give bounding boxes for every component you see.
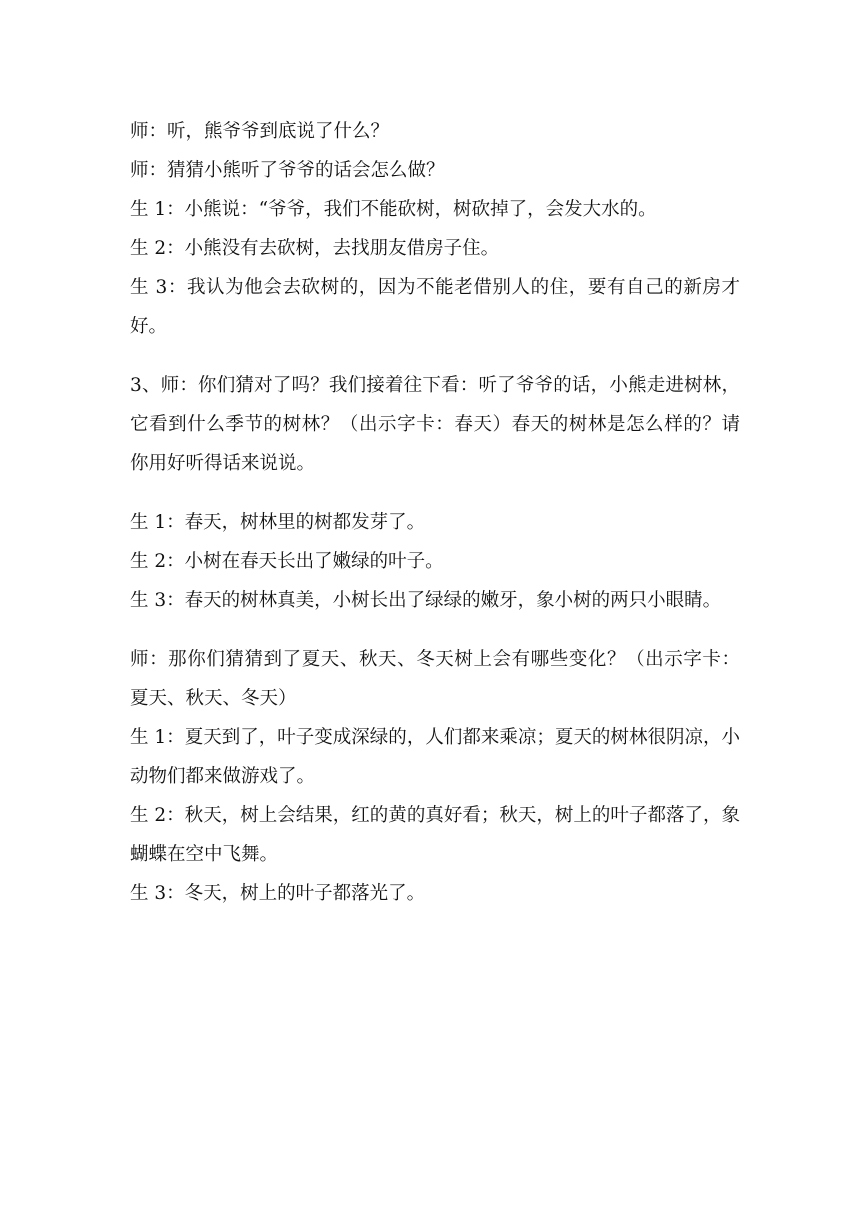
teacher-line: 师：那你们猜猜到了夏天、秋天、冬天树上会有哪些变化？（出示字卡：夏天、秋天、冬天） bbox=[130, 649, 740, 709]
teacher-line: 师：猜猜小熊听了爷爷的话会怎么做？ bbox=[130, 160, 445, 181]
document-body bbox=[130, 112, 740, 913]
student-line: 生 3：我认为他会去砍树的，因为不能老借别人的住，要有自己的新房才好。 bbox=[130, 277, 740, 337]
student-line: 生 1：小熊说：“爷爷，我们不能砍树，树砍掉了，会发大水的。 bbox=[130, 199, 657, 220]
paragraph-gap bbox=[130, 620, 740, 640]
student-line: 生 2：秋天，树上会结果，红的黄的真好看；秋天，树上的叶子都落了，象蝴蝶在空中飞舞。 bbox=[130, 805, 740, 865]
paragraph-gap bbox=[130, 483, 740, 503]
student-line: 生 1：夏天到了，叶子变成深绿的，人们都来乘凉；夏天的树林很阴凉，小动物们都来做游戏了。 bbox=[130, 727, 740, 787]
student-line: 生 1：春天，树林里的树都发芽了。 bbox=[130, 512, 426, 533]
teacher-line: 3、师：你们猜对了吗？我们接着往下看：听了爷爷的话，小熊走进树林，它看到什么季节的树林？（出示字卡：春天）春天的树林是怎么样的？请你用好听得话来说说。 bbox=[130, 375, 740, 474]
student-line: 生 2：小熊没有去砍树，去找朋友借房子住。 bbox=[130, 238, 500, 259]
paragraph-gap bbox=[130, 346, 740, 366]
student-line: 生 3：冬天，树上的叶子都落光了。 bbox=[130, 883, 426, 904]
student-line: 生 3：春天的树林真美，小树长出了绿绿的嫩牙，象小树的两只小眼睛。 bbox=[130, 590, 722, 611]
teacher-line: 师：听，熊爷爷到底说了什么？ bbox=[130, 121, 390, 142]
student-line: 生 2：小树在春天长出了嫩绿的叶子。 bbox=[130, 551, 444, 572]
